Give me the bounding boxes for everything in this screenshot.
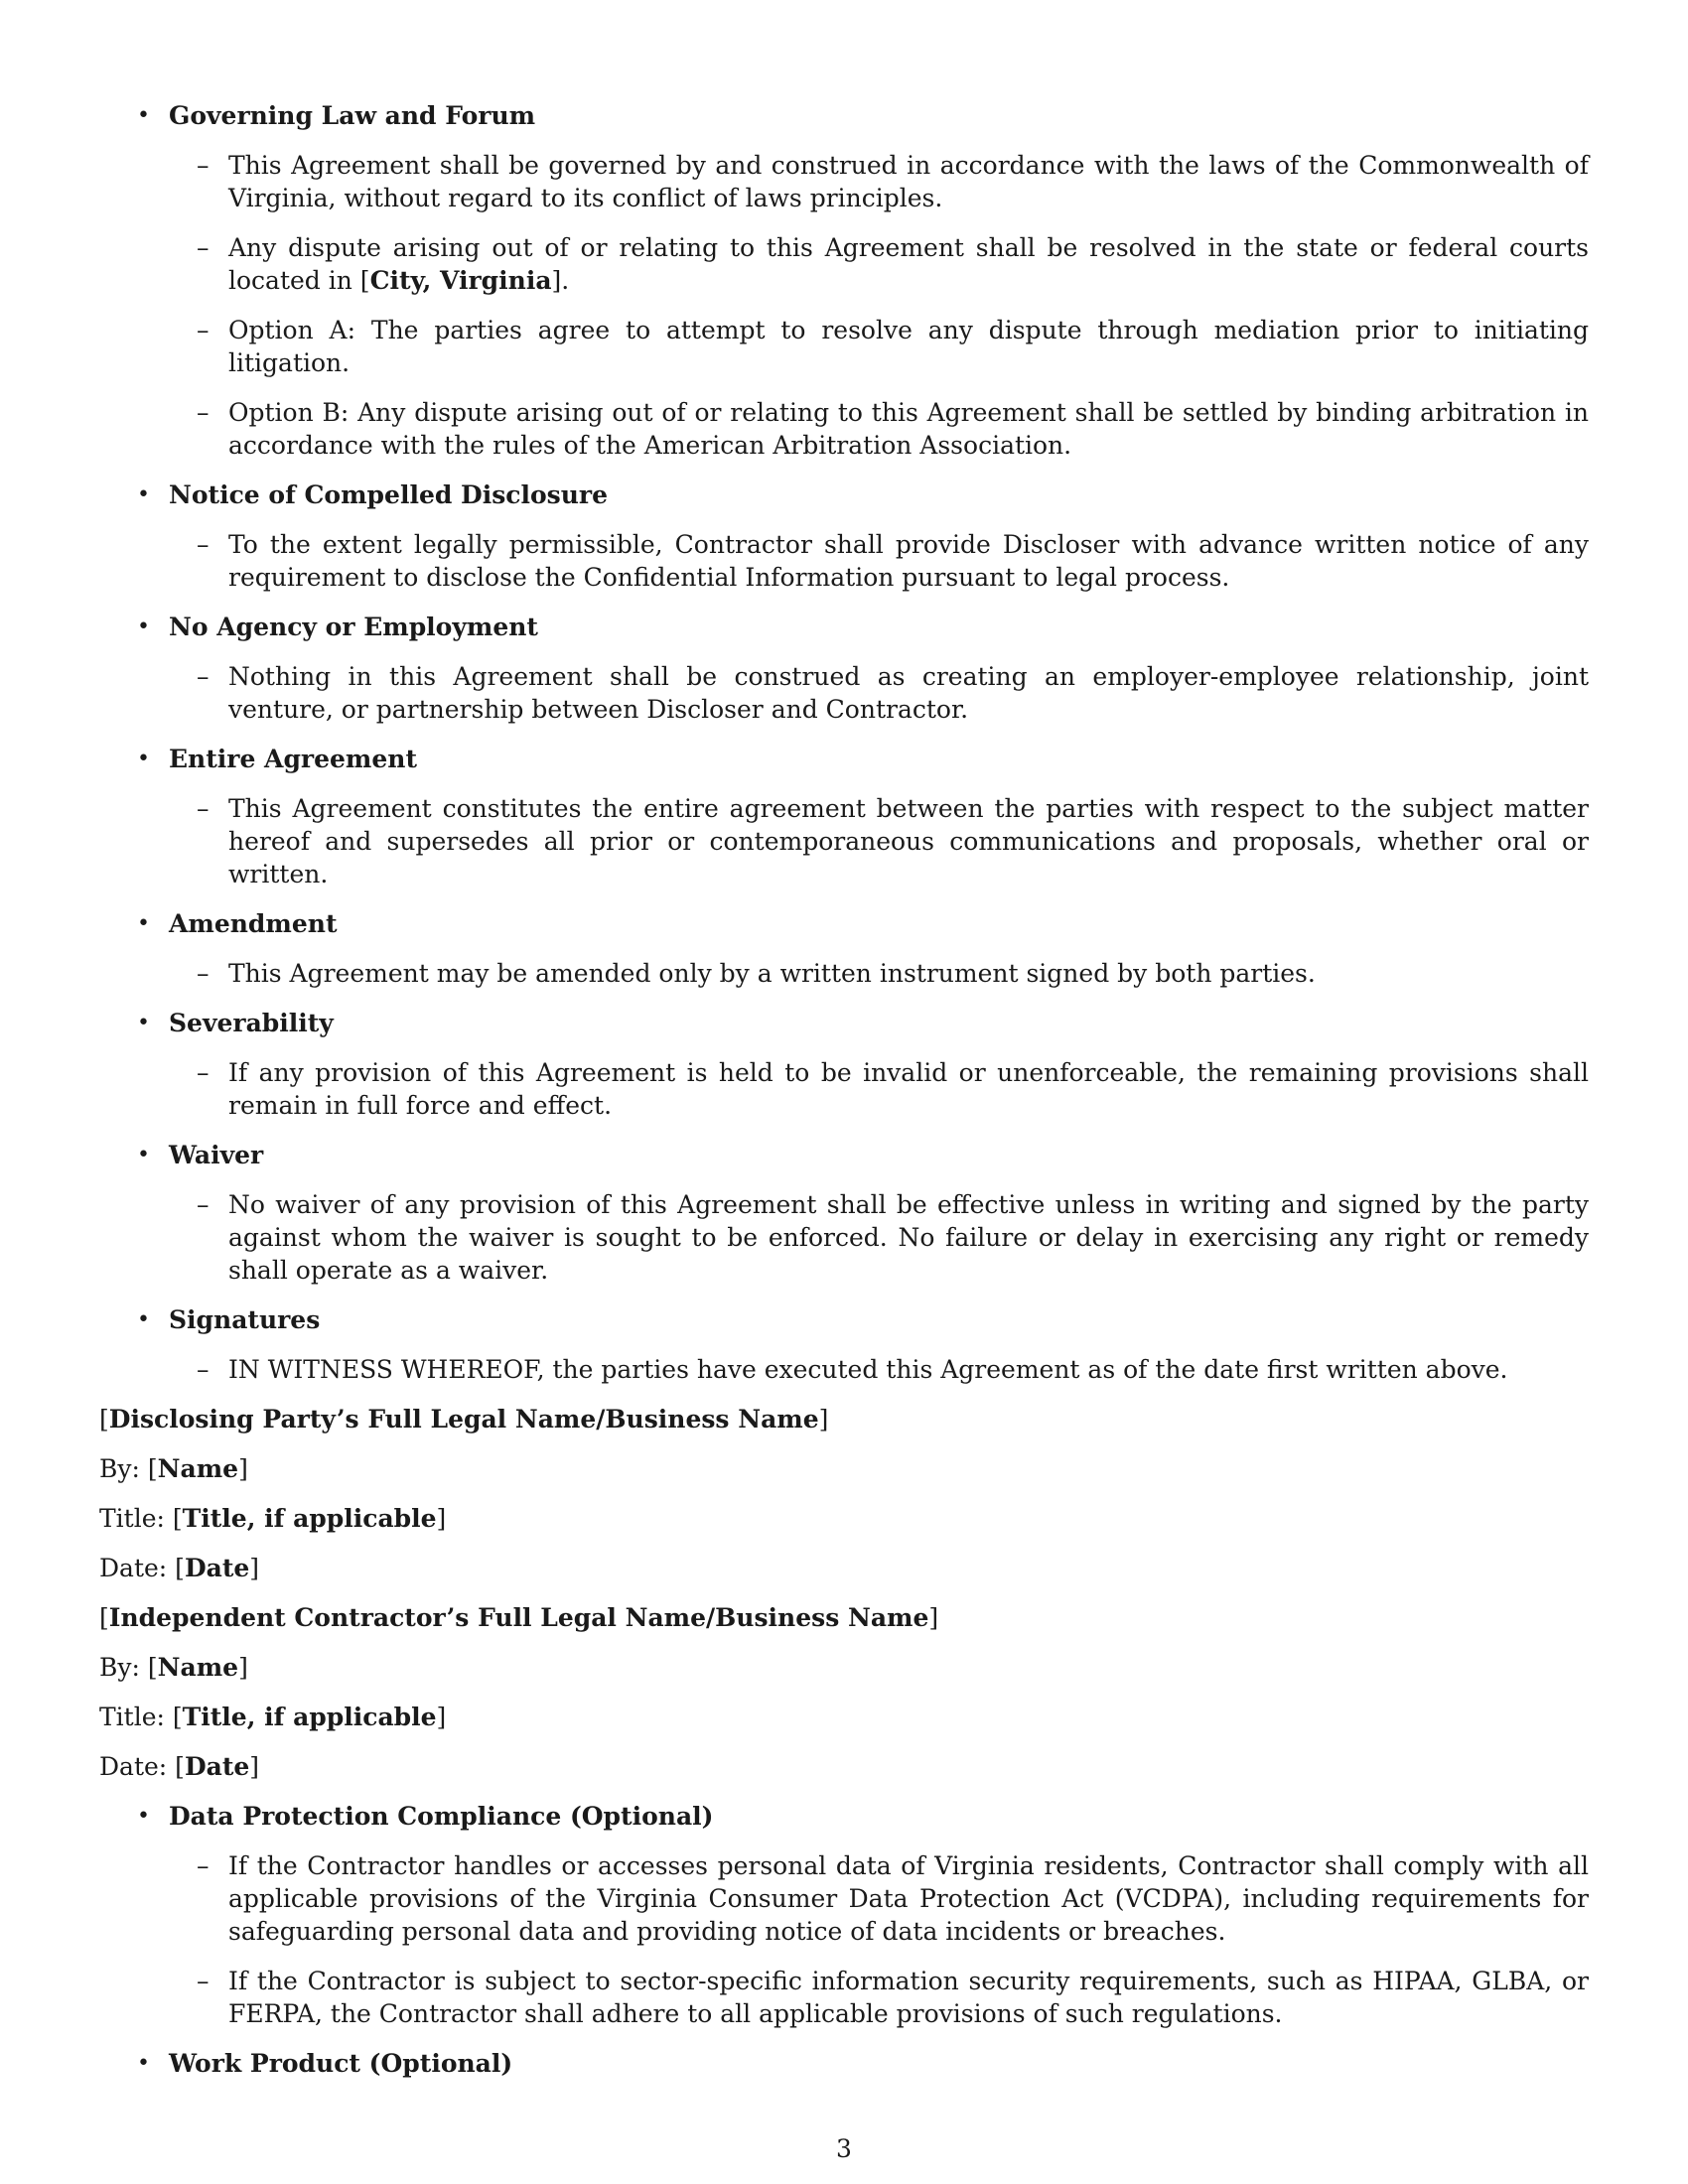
by-placeholder: Name — [157, 1653, 239, 1682]
dash-icon: – — [197, 151, 210, 180]
bracket-close: ]. — [551, 266, 570, 295]
dash-icon: – — [197, 1355, 210, 1384]
dash-icon: – — [197, 1851, 210, 1880]
clause-item-forum — [169, 231, 1589, 297]
date-label: Date: — [99, 1752, 168, 1781]
section-title: Signatures — [169, 1305, 321, 1334]
section-severability — [99, 1007, 1589, 1122]
date-placeholder: Date — [184, 1752, 250, 1781]
dash-icon: – — [197, 959, 210, 988]
dash-icon: – — [197, 316, 210, 344]
document-page — [99, 99, 1589, 2097]
title-placeholder: Title, if applicable — [182, 1703, 437, 1731]
bullet-icon: • — [137, 747, 150, 771]
clause-item — [169, 1188, 1589, 1287]
clause-text: If the Contractor is subject to sector-specific information security requirements, such as HIPAA, GLBA, or FERPA, the Contractor shall adhere to all applicable provisions of such regulations. — [228, 1967, 1589, 2028]
party-name: Independent Contractor’s Full Legal Name/Business Name — [108, 1603, 929, 1632]
title-line: Title: [Title, if applicable] — [99, 1504, 447, 1533]
dash-icon: – — [197, 794, 210, 823]
dash-icon: – — [197, 662, 210, 691]
by-label: By: — [99, 1454, 140, 1483]
title-label: Title: — [99, 1703, 165, 1731]
bullet-icon: • — [137, 1143, 150, 1167]
date-label: Date: — [99, 1554, 168, 1582]
clause-text: No waiver of any provision of this Agreement shall be effective unless in writing and signed by the party against whom the waiver is sought to be enforced. No failure or delay in exercising any right or remedy shall operate as a waiver. — [228, 1190, 1589, 1285]
signature-block-contractor — [99, 1601, 1589, 1783]
bullet-icon: • — [137, 911, 150, 936]
bracket-open: [ — [359, 266, 370, 295]
clause-item — [169, 792, 1589, 890]
placeholder-city: City, Virginia — [369, 266, 552, 295]
clause-text: Nothing in this Agreement shall be construed as creating an employer-employee relationship, joint venture, or partnership between Discloser and Contractor. — [228, 662, 1589, 724]
clause-text: Any dispute arising out of or relating to this Agreement shall be resolved in the state or federal courts located in — [228, 233, 1589, 295]
section-no-agency — [99, 611, 1589, 726]
party-name-line: [Independent Contractor’s Full Legal Name/Business Name] — [99, 1603, 939, 1632]
section-title: Amendment — [169, 909, 338, 938]
clause-item — [169, 660, 1589, 726]
title-placeholder: Title, if applicable — [182, 1504, 437, 1533]
by-placeholder: Name — [157, 1454, 239, 1483]
bullet-icon: • — [137, 1307, 150, 1332]
clause-item — [169, 1849, 1589, 1948]
party-name: Disclosing Party’s Full Legal Name/Business Name — [108, 1405, 819, 1433]
bullet-icon: • — [137, 1804, 150, 1829]
clause-text: This Agreement shall be governed by and construed in accordance with the laws of the Commonwealth of Virginia, without regard to its conflict of laws principles. — [228, 151, 1589, 212]
section-title: Work Product (Optional) — [169, 2049, 513, 2078]
date-line: Date: [Date] — [99, 1554, 260, 1582]
party-name-line: [Disclosing Party’s Full Legal Name/Business Name] — [99, 1405, 829, 1433]
section-title: Entire Agreement — [169, 745, 417, 773]
signature-block-discloser — [99, 1403, 1589, 1584]
by-line: By: [Name] — [99, 1454, 248, 1483]
clause-list-1 — [99, 99, 1589, 1386]
section-title: Notice of Compelled Disclosure — [169, 480, 609, 509]
date-placeholder: Date — [184, 1554, 250, 1582]
page-number: 3 — [836, 2134, 852, 2163]
section-title: Data Protection Compliance (Optional) — [169, 1802, 714, 1831]
section-compelled-disclosure — [99, 478, 1589, 594]
section-entire-agreement — [99, 743, 1589, 890]
section-title: No Agency or Employment — [169, 613, 538, 641]
bullet-icon: • — [137, 482, 150, 507]
section-amendment — [99, 907, 1589, 990]
clause-text: This Agreement may be amended only by a written instrument signed by both parties. — [228, 959, 1316, 988]
section-work-product — [99, 2047, 1589, 2080]
clause-text: This Agreement constitutes the entire agreement between the parties with respect to the subject matter hereof and supersedes all prior or contemporaneous communications and proposals, whether oral or written. — [228, 794, 1589, 888]
title-label: Title: — [99, 1504, 165, 1533]
bullet-icon: • — [137, 103, 150, 128]
dash-icon: – — [197, 398, 210, 427]
clause-item — [169, 528, 1589, 594]
by-label: By: — [99, 1653, 140, 1682]
dash-icon: – — [197, 1058, 210, 1087]
clause-item — [169, 1353, 1589, 1386]
clause-item — [169, 1056, 1589, 1122]
clause-text: IN WITNESS WHEREOF, the parties have executed this Agreement as of the date first written above. — [228, 1355, 1508, 1384]
by-line: By: [Name] — [99, 1653, 248, 1682]
clause-text: To the extent legally permissible, Contractor shall provide Discloser with advance written notice of any requirement to disclose the Confidential Information pursuant to legal process. — [228, 530, 1589, 592]
date-line: Date: [Date] — [99, 1752, 260, 1781]
dash-icon: – — [197, 1190, 210, 1219]
clause-item — [169, 396, 1589, 462]
dash-icon: – — [197, 530, 210, 559]
clause-text: Option B: Any dispute arising out of or relating to this Agreement shall be settled by binding arbitration in accordance with the rules of the American Arbitration Association. — [228, 398, 1589, 460]
clause-item — [169, 957, 1589, 990]
section-waiver — [99, 1139, 1589, 1287]
clause-text: If any provision of this Agreement is held to be invalid or unenforceable, the remaining provisions shall remain in full force and effect. — [228, 1058, 1589, 1120]
section-governing-law — [99, 99, 1589, 462]
section-title: Governing Law and Forum — [169, 101, 536, 130]
clause-text: If the Contractor handles or accesses personal data of Virginia residents, Contractor shall comply with all applicable provisions of the Virginia Consumer Data Protection Act (VCDPA), including requirements for safeguarding personal data and providing notice of data incidents or breaches. — [228, 1851, 1589, 1946]
section-title: Waiver — [169, 1141, 264, 1169]
bullet-icon: • — [137, 614, 150, 639]
clause-text: Option A: The parties agree to attempt to resolve any dispute through mediation prior to initiating litigation. — [228, 316, 1589, 377]
clause-item — [169, 1965, 1589, 2030]
bullet-icon: • — [137, 2051, 150, 2076]
dash-icon: – — [197, 233, 210, 262]
clause-list-2 — [99, 1800, 1589, 2080]
section-signatures — [99, 1303, 1589, 1386]
section-data-protection — [99, 1800, 1589, 2030]
clause-item — [169, 149, 1589, 214]
title-line: Title: [Title, if applicable] — [99, 1703, 447, 1731]
section-title: Severability — [169, 1009, 334, 1037]
clause-item — [169, 314, 1589, 379]
dash-icon: – — [197, 1967, 210, 1995]
bullet-icon: • — [137, 1011, 150, 1035]
